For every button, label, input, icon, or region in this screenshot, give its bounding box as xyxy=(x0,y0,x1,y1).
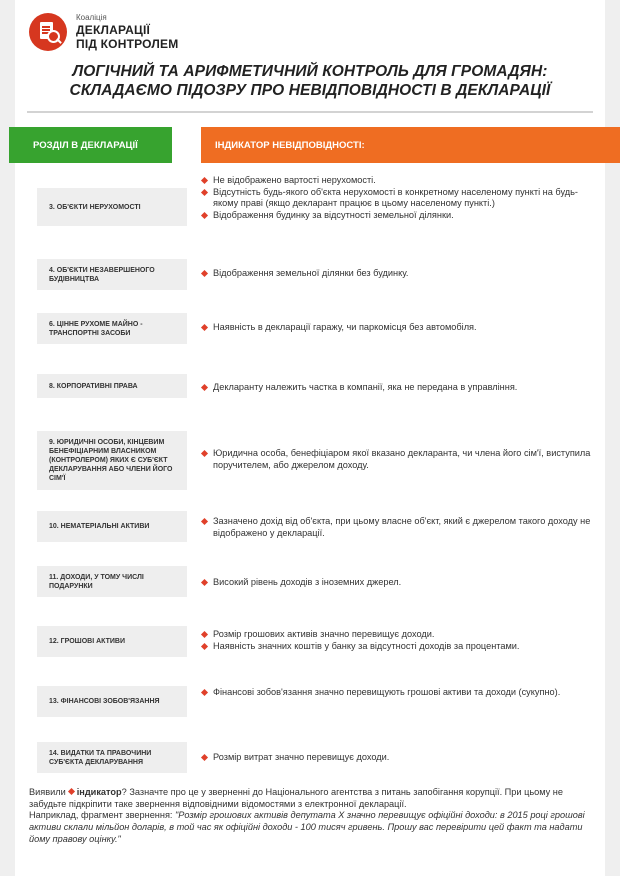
divider xyxy=(27,111,593,113)
logo-line-1: ДЕКЛАРАЦІЇ xyxy=(76,23,150,37)
declaration-magnifier-icon xyxy=(29,13,67,51)
diamond-bullet-icon xyxy=(201,384,208,391)
footer-note xyxy=(29,787,595,846)
indicator-text: Фінансові зобов'язання значно перевищують грошові активи та доходи (сукупно). xyxy=(213,687,561,697)
diamond-bullet-icon xyxy=(201,450,208,457)
diamond-bullet-icon xyxy=(201,689,208,696)
indicator-item xyxy=(202,577,597,589)
indicator-text: Розмір витрат значно перевищує доходи. xyxy=(213,752,390,762)
diamond-bullet-icon xyxy=(201,177,208,184)
indicator-item xyxy=(202,175,597,187)
indicator-item xyxy=(202,268,597,280)
diamond-bullet-icon xyxy=(201,270,208,277)
indicator-diamond-icon xyxy=(68,788,75,795)
footer-example-label: Наприклад, фрагмент звернення: xyxy=(29,810,176,821)
indicator-item xyxy=(202,382,597,394)
title-line-2: СКЛАДАЄМО ПІДОЗРУ ПРО НЕВІДПОВІДНОСТІ В ДЕКЛАРАЦІЇ xyxy=(69,82,551,99)
diamond-bullet-icon xyxy=(201,189,208,196)
indicator-item xyxy=(202,210,597,222)
indicator-list xyxy=(202,268,597,280)
indicator-text: Зазначено дохід від об'єкта, при цьому власне об'єкт, який є джерелом такого доходу не відображено у декларації. xyxy=(213,516,591,538)
indicator-list xyxy=(202,322,597,334)
indicator-item xyxy=(202,687,597,699)
indicator-text: Високий рівень доходів з іноземних джерел. xyxy=(213,577,402,587)
section-label: 8. КОРПОРАТИВНІ ПРАВА xyxy=(37,374,187,398)
logo-small-text: Коаліція xyxy=(76,13,107,22)
page xyxy=(15,0,605,876)
footer-indicator-word: індикатор xyxy=(76,787,122,797)
diamond-bullet-icon xyxy=(201,518,208,525)
logo xyxy=(29,9,178,55)
footer-found: Виявили xyxy=(29,787,66,797)
section-label: 9. ЮРИДИЧНІ ОСОБИ, КІНЦЕВИМ БЕНЕФІЦІАРНИМ ВЛАСНИКОМ (КОНТРОЛЕРОМ) ЯКИХ Є СУБ'ЄКТ ДЕКЛАРУВАННЯ АБО ЧЛЕНИ ЙОГО СІМ'Ї xyxy=(37,431,187,490)
indicator-item xyxy=(202,448,597,471)
indicator-text: Наявність в декларації гаражу, чи паркомісця без автомобіля. xyxy=(213,322,477,332)
diamond-bullet-icon xyxy=(201,754,208,761)
indicator-item xyxy=(202,629,597,641)
indicator-list xyxy=(202,629,597,652)
indicator-list xyxy=(202,687,597,699)
indicator-list xyxy=(202,577,597,589)
page-title xyxy=(15,62,605,100)
column-header-section: РОЗДІЛ В ДЕКЛАРАЦІЇ xyxy=(9,127,172,163)
section-label: 14. ВИДАТКИ ТА ПРАВОЧИНИ СУБ'ЄКТА ДЕКЛАРУВАННЯ xyxy=(37,742,187,773)
diamond-bullet-icon xyxy=(201,324,208,331)
indicator-item xyxy=(202,641,597,653)
indicator-list xyxy=(202,382,597,394)
indicator-text: Відображення земельної ділянки без будинку. xyxy=(213,268,409,278)
section-label: 13. ФІНАНСОВІ ЗОБОВ'ЯЗАННЯ xyxy=(37,686,187,717)
section-label: 4. ОБ'ЄКТИ НЕЗАВЕРШЕНОГО БУДІВНИЦТВА xyxy=(37,259,187,290)
title-line-1: ЛОГІЧНИЙ ТА АРИФМЕТИЧНИЙ КОНТРОЛЬ ДЛЯ ГРОМАДЯН: xyxy=(72,63,548,80)
logo-line-2: ПІД КОНТРОЛЕМ xyxy=(76,37,179,51)
column-header-indicator: ІНДИКАТОР НЕВІДПОВІДНОСТІ: xyxy=(201,127,620,163)
indicator-item xyxy=(202,322,597,334)
section-label: 6. ЦІННЕ РУХОМЕ МАЙНО - ТРАНСПОРТНІ ЗАСОБИ xyxy=(37,313,187,344)
indicator-list xyxy=(202,175,597,221)
indicator-list xyxy=(202,752,597,764)
indicator-text: Розмір грошових активів значно перевищує доходи. xyxy=(213,629,435,639)
indicator-text: Відсутність будь-якого об'єкта нерухомості в конкретному населеному пункті на будь-якому праві (якщо декларант працює в цьому населеному пункті.) xyxy=(213,186,578,209)
diamond-bullet-icon xyxy=(201,631,208,638)
indicator-text: Не відображено вартості нерухомості. xyxy=(213,175,376,185)
section-label: 10. НЕМАТЕРІАЛЬНІ АКТИВИ xyxy=(37,511,187,542)
section-label: 12. ГРОШОВІ АКТИВИ xyxy=(37,626,187,657)
indicator-text: Юридична особа, бенефіціаром якої вказано декларанта, чи члена його сім'ї, виступила поручителем, або джерелом доходу. xyxy=(213,448,591,470)
indicator-item xyxy=(202,187,597,210)
indicator-item xyxy=(202,516,597,539)
indicator-text: Декларанту належить частка в компанії, яка не передана в управління. xyxy=(213,382,518,392)
footer-para1: ? Зазначте про це у зверненні до Національного агентства з питань запобігання корупції. При цьому не забудьте підкріпити таке звернення відповідними відомостями з електронної декларації. xyxy=(29,787,563,809)
diamond-bullet-icon xyxy=(201,643,208,650)
section-label: 3. ОБ'ЄКТИ НЕРУХОМОСТІ xyxy=(37,188,187,226)
footer-example-quote: "Розмір грошових активів депутата Х значно перевищує офіційні доходи: в 2015 році грошові активи склали мільйон доларів, в той час як офіційні доходи - 100 тисяч гривень. Прошу вас перевірити цей факт та надати йому правову оцінку." xyxy=(29,810,585,844)
indicator-list xyxy=(202,448,597,471)
indicator-text: Наявність значних коштів у банку за відсутності доходів за процентами. xyxy=(213,640,520,651)
indicator-list xyxy=(202,516,597,539)
section-label: 11. ДОХОДИ, У ТОМУ ЧИСЛІ ПОДАРУНКИ xyxy=(37,566,187,597)
diamond-bullet-icon xyxy=(201,212,208,219)
diamond-bullet-icon xyxy=(201,579,208,586)
indicator-item xyxy=(202,752,597,764)
indicator-text: Відображення будинку за відсутності земельної ділянки. xyxy=(213,209,454,220)
